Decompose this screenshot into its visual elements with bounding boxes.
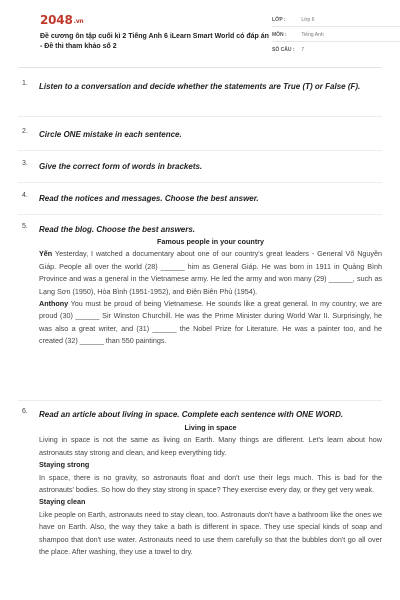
article-intro: Living in space is not the same as living on Earth. Many things are different. Let's learn about how astronauts stay strong and clean, and keep everything tidy. bbox=[39, 435, 382, 457]
meta-divider bbox=[272, 26, 400, 27]
question-text: Read the blog. Choose the best answers. bbox=[39, 225, 196, 234]
blog-paragraph bbox=[39, 298, 382, 348]
meta-subject-label: MÔN : bbox=[272, 32, 287, 38]
question-text: Read the notices and messages. Choose the best answer. bbox=[39, 194, 259, 203]
meta-subject bbox=[272, 32, 324, 38]
question-number: 2. bbox=[22, 128, 28, 135]
blog-text: You must be proud of being Vietnamese. He sounds like a great general. In my country, we are proud (30) ______ Sir Winston Churchill. He was the Prime Minister during World War II. Surprisingly, he was also a great writer, and (31) ______ the Nobel Prize for Literature. He was a painter too, and he created (32) ______ than 550 paintings. bbox=[39, 299, 382, 346]
logo-text: 2048 bbox=[40, 13, 73, 27]
question-divider bbox=[18, 150, 382, 151]
question-number: 5. bbox=[22, 223, 28, 230]
article-title: Living in space bbox=[184, 423, 237, 432]
question-4 bbox=[22, 192, 382, 205]
question-number: 6. bbox=[22, 408, 28, 415]
meta-class bbox=[272, 17, 314, 23]
question-1 bbox=[22, 80, 382, 93]
article-heading: Staying clean bbox=[39, 497, 86, 507]
article-passage bbox=[39, 422, 382, 558]
blog-title: Famous people in your country bbox=[156, 237, 265, 246]
meta-class-value: Lớp 6 bbox=[301, 17, 315, 23]
question-text: Circle ONE mistake in each sentence. bbox=[39, 130, 182, 139]
question-divider bbox=[18, 400, 382, 401]
logo-suffix: .vn bbox=[73, 18, 84, 25]
meta-divider bbox=[272, 41, 400, 42]
question-divider bbox=[18, 116, 382, 117]
question-5 bbox=[22, 223, 382, 236]
question-text: Listen to a conversation and decide whether the statements are True (T) or False (F). bbox=[39, 82, 361, 91]
blog-passage bbox=[39, 236, 382, 348]
document-title: Đề cương ôn tập cuối kì 2 Tiếng Anh 6 iLearn Smart World có đáp án - Đề thi tham khảo số 2 bbox=[40, 33, 269, 50]
question-number: 4. bbox=[22, 192, 28, 199]
meta-class-label: LỚP : bbox=[272, 17, 286, 23]
meta-count-label: SỐ CÂU : bbox=[272, 47, 295, 53]
question-text: Read an article about living in space. Complete each sentence with ONE WORD. bbox=[39, 410, 344, 419]
question-number: 3. bbox=[22, 160, 28, 167]
article-paragraph: Like people on Earth, astronauts need to stay clean, too. Astronauts don't have a bathroom like the ones we have on Earth. Also, the way they take a bath is different in space. They use special kinds of soap and shampoo that don't use water. Astronauts need to use them carefully so that the bubbles don't go all over the place. After washing, they use a towel to dry. bbox=[39, 509, 382, 557]
meta-subject-value: Tiếng Anh bbox=[301, 32, 324, 38]
question-divider bbox=[18, 182, 382, 183]
site-logo[interactable] bbox=[40, 13, 83, 27]
blog-text: Yesterday, I watched a documentary about one of our country's great leaders - General Võ Nguyên Giáp. People all over the world (28) ______ him as General Giáp. He was born in 1911 in Quảng Bình Province and was a general in the Vietnamese army. He led the army and won many (29) ______, such as Lạng Sơn (1950), Hòa Bình (1951-1952), and Điện Biên Phủ (1954). bbox=[39, 249, 382, 296]
blog-paragraph bbox=[39, 248, 382, 298]
question-number: 1. bbox=[22, 80, 28, 87]
question-text: Give the correct form of words in brackets. bbox=[39, 162, 203, 171]
question-divider bbox=[18, 214, 382, 215]
article-heading: Staying strong bbox=[39, 460, 90, 470]
blog-speaker: Anthony bbox=[39, 299, 69, 309]
question-6 bbox=[22, 408, 382, 421]
question-3 bbox=[22, 160, 382, 173]
meta-count-value: 7 bbox=[301, 47, 305, 53]
meta-count bbox=[272, 47, 304, 53]
document-header bbox=[18, 0, 382, 68]
question-2 bbox=[22, 128, 382, 141]
article-paragraph: In space, there is no gravity, so astronauts float and don't use their legs much. This is bad for the astronauts' bodies. So how do they stay strong in space? They exercise every day, or they get very weak. bbox=[39, 472, 382, 495]
blog-speaker: Yến bbox=[39, 249, 53, 259]
